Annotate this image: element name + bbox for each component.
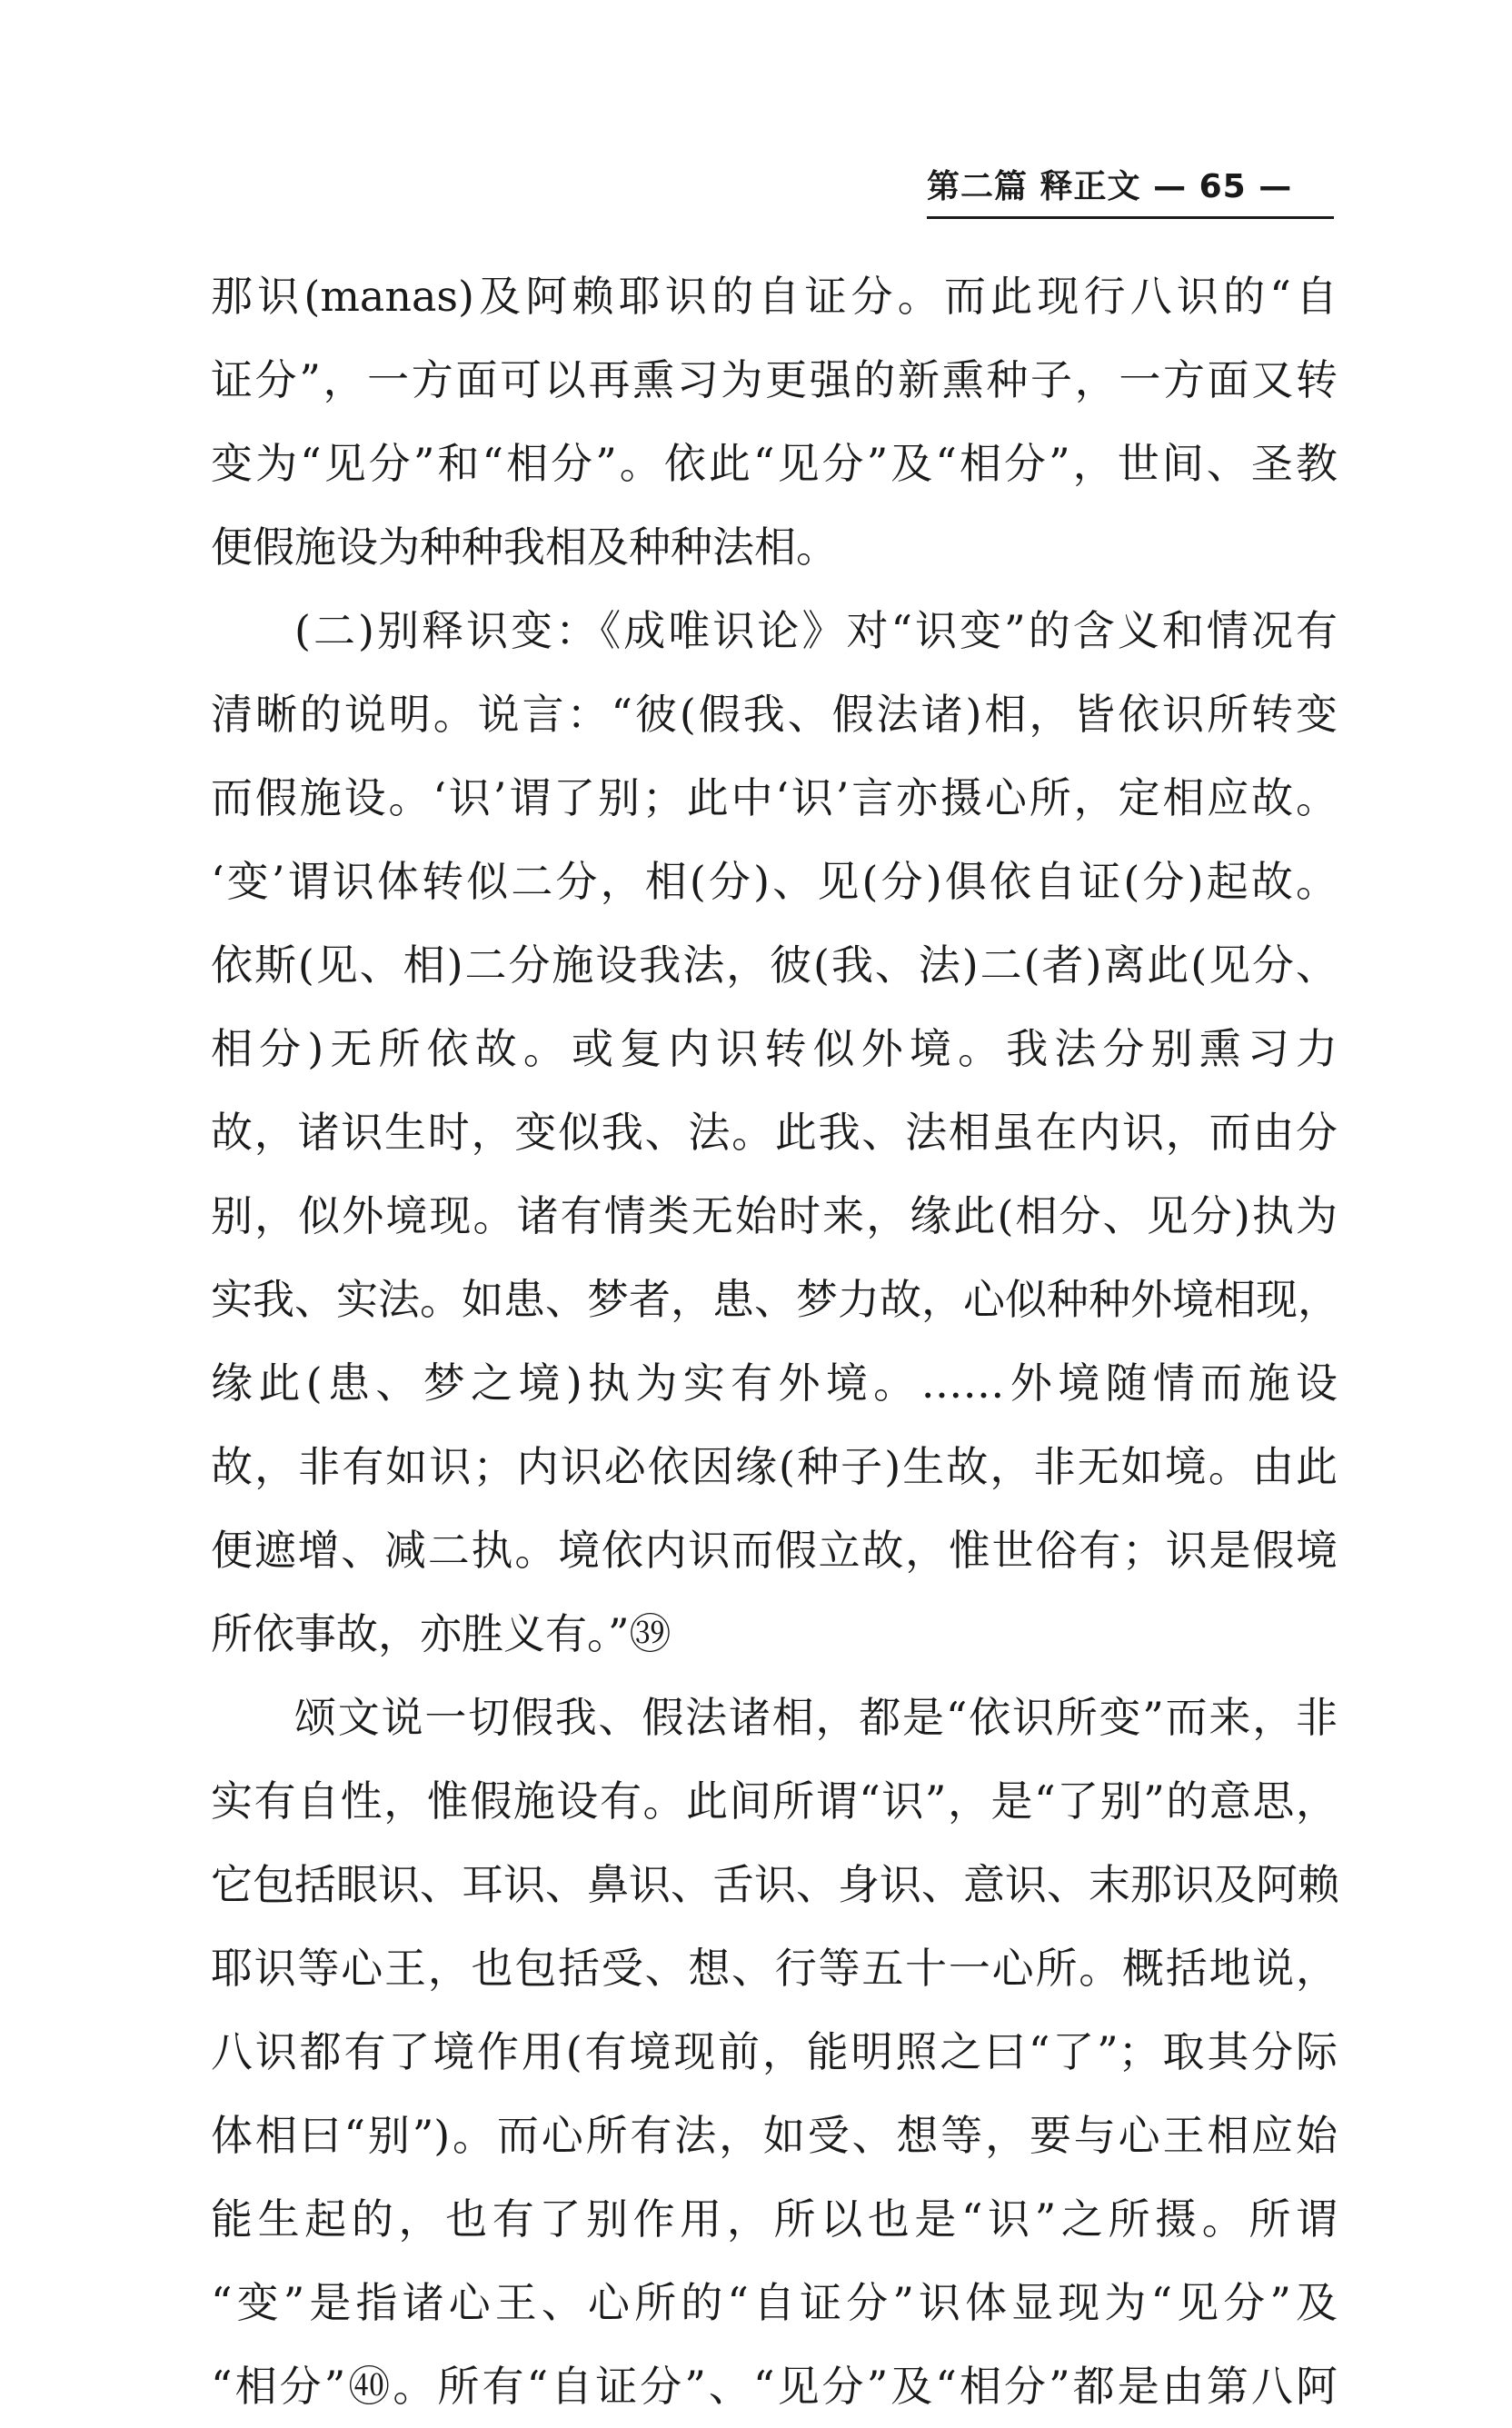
text-line: 清晰的说明。说言：“彼(假我、假法诸)相，皆依识所转变	[211, 690, 1338, 739]
text-line: 相分)无所依故。或复内识转似外境。我法分别熏习力	[211, 1024, 1338, 1073]
text-line: 颂文说一切假我、假法诸相，都是“依识所变”而来，非	[294, 1693, 1338, 1742]
body-text	[211, 254, 1338, 2428]
text-line: 八识都有了境作用(有境现前，能明照之曰“了”；取其分际	[211, 2027, 1338, 2076]
text-line: 依斯(见、相)二分施设我法，彼(我、法)二(者)离此(见分、	[211, 940, 1338, 990]
text-line: 便假施设为种种我相及种种法相。	[211, 522, 838, 572]
text-line: ‘变’谓识体转似二分，相(分)、见(分)俱依自证(分)起故。	[211, 857, 1338, 906]
text-line: 那识(manas)及阿赖耶识的自证分。而此现行八识的“自	[211, 272, 1338, 321]
text-line: 缘此(患、梦之境)执为实有外境。……外境随情而施设	[211, 1358, 1338, 1408]
paragraph-2	[211, 589, 1338, 1676]
text-line: 故，诸识生时，变似我、法。此我、法相虽在内识，而由分	[211, 1108, 1338, 1157]
text-line: 能生起的，也有了别作用，所以也是“识”之所摄。所谓	[211, 2194, 1338, 2244]
text-line: (二)别释识变：《成唯识论》对“识变”的含义和情况有	[294, 606, 1338, 655]
running-header: 第二篇 释正文 — 65 —	[927, 168, 1293, 205]
text-line: 体相曰“别”)。而心所有法，如受、想等，要与心王相应始	[211, 2111, 1338, 2160]
text-line: 别，似外境现。诸有情类无始时来，缘此(相分、见分)执为	[211, 1191, 1338, 1240]
text-line: 便遮增、减二执。境依内识而假立故，惟世俗有；识是假境	[211, 1526, 1338, 1575]
text-line: 实我、实法。如患、梦者，患、梦力故，心似种种外境相现，	[211, 1275, 1339, 1324]
text-line: 实有自性，惟假施设有。此间所谓“识”，是“了别”的意思，	[211, 1776, 1338, 1826]
text-line: 而假施设。‘识’谓了别；此中‘识’言亦摄心所，定相应故。	[211, 773, 1338, 822]
text-line: 变为“见分”和“相分”。依此“见分”及“相分”，世间、圣教	[211, 439, 1338, 488]
text-line: 所依事故，亦胜义有。”㊴	[211, 1609, 671, 1658]
header-rule	[927, 216, 1334, 219]
paragraph-3	[211, 1676, 1338, 2428]
paragraph-1	[211, 254, 1338, 589]
text-line: 故，非有如识；内识必依因缘(种子)生故，非无如境。由此	[211, 1442, 1338, 1491]
text-line: “相分”㊵。所有“自证分”、“见分”及“相分”都是由第八阿	[211, 2362, 1338, 2411]
text-line: 证分”，一方面可以再熏习为更强的新熏种子，一方面又转	[211, 355, 1338, 404]
text-line: 它包括眼识、耳识、鼻识、舌识、身识、意识、末那识及阿赖	[211, 1860, 1339, 1909]
text-line: “变”是指诸心王、心所的“自证分”识体显现为“见分”及	[211, 2278, 1338, 2327]
text-line: 耶识等心王，也包括受、想、行等五十一心所。概括地说，	[211, 1944, 1338, 1993]
